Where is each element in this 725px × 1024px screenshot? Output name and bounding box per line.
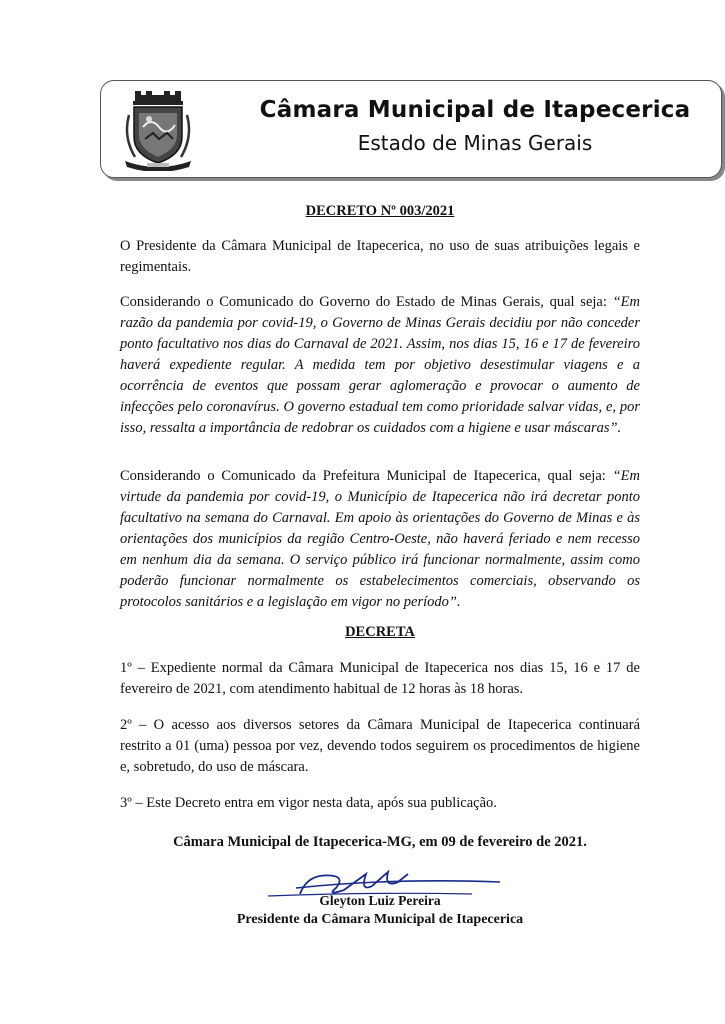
signatory-role: Presidente da Câmara Municipal de Itapecerica [236,912,524,927]
institution-name: Câmara Municipal de Itapecerica [259,97,691,123]
article-3: 3º – Este Decreto entra em vigor nesta data, após sua publicação. [120,795,497,811]
consideration-quote: “Em virtude da pandemia por covid-19, o Município de Itapecerica não irá decretar ponto facultativo na semana do Carnaval. Em apoio às orientações do Governo de Minas e às orientações dos municípios da região Centro-Oeste, não haverá feriado e nem recesso em nenhum dia da semana. O serviço público irá funcionar normalmente, assim como poderão funcionar normalmente os estabelecimentos comerciais, observando os protocolos sanitários e a legislação em vigor no período”. [120,468,640,610]
intro-paragraph: O Presidente da Câmara Municipal de Itapecerica, no uso de suas atribuições legais e regimentais. [120,238,640,275]
state-name: Estado de Minas Gerais [357,131,593,155]
place-and-date: Câmara Municipal de Itapecerica-MG, em 09 de fevereiro de 2021. [173,834,587,850]
signatory-name: Gleyton Luiz Pereira [319,893,441,908]
consideration-state-government [120,292,640,439]
decreta-heading: DECRETA [345,624,415,640]
article-1: 1º – Expediente normal da Câmara Municipal de Itapecerica nos dias 15, 16 e 17 de fevereiro de 2021, com atendimento habitual de 12 horas às 18 horas. [120,660,640,697]
consideration-lead: Considerando o Comunicado do Governo do Estado de Minas Gerais, qual seja: [120,294,613,310]
article-2: 2º – O acesso aos diversos setores da Câmara Municipal de Itapecerica continuará restrito a 01 (uma) pessoa por vez, devendo todos seguirem os procedimentos de higiene e, sobretudo, do uso de máscara. [120,717,640,775]
consideration-quote: “Em razão da pandemia por covid-19, o Governo de Minas Gerais decidiu por não conceder ponto facultativo nos dias do Carnaval de 2021. Assim, nos dias 15, 16 e 17 de fevereiro haverá expediente regular. A medida tem por objetivo desestimular viagens e a ocorrência de eventos que possam gerar aglomeração e provocar o aumento de infecções pelo coronavírus. O governo estadual tem como prioridade salvar vidas, e, por isso, ressalta a importância de redobrar os cuidados com a higiene e usar máscaras”. [120,294,640,436]
consideration-lead: Considerando o Comunicado da Prefeitura Municipal de Itapecerica, qual seja: [120,468,613,484]
decree-number: DECRETO Nº 003/2021 [305,203,455,219]
letterhead [100,80,722,178]
coat-of-arms-emblem [119,87,197,171]
consideration-municipal-government [120,466,640,613]
